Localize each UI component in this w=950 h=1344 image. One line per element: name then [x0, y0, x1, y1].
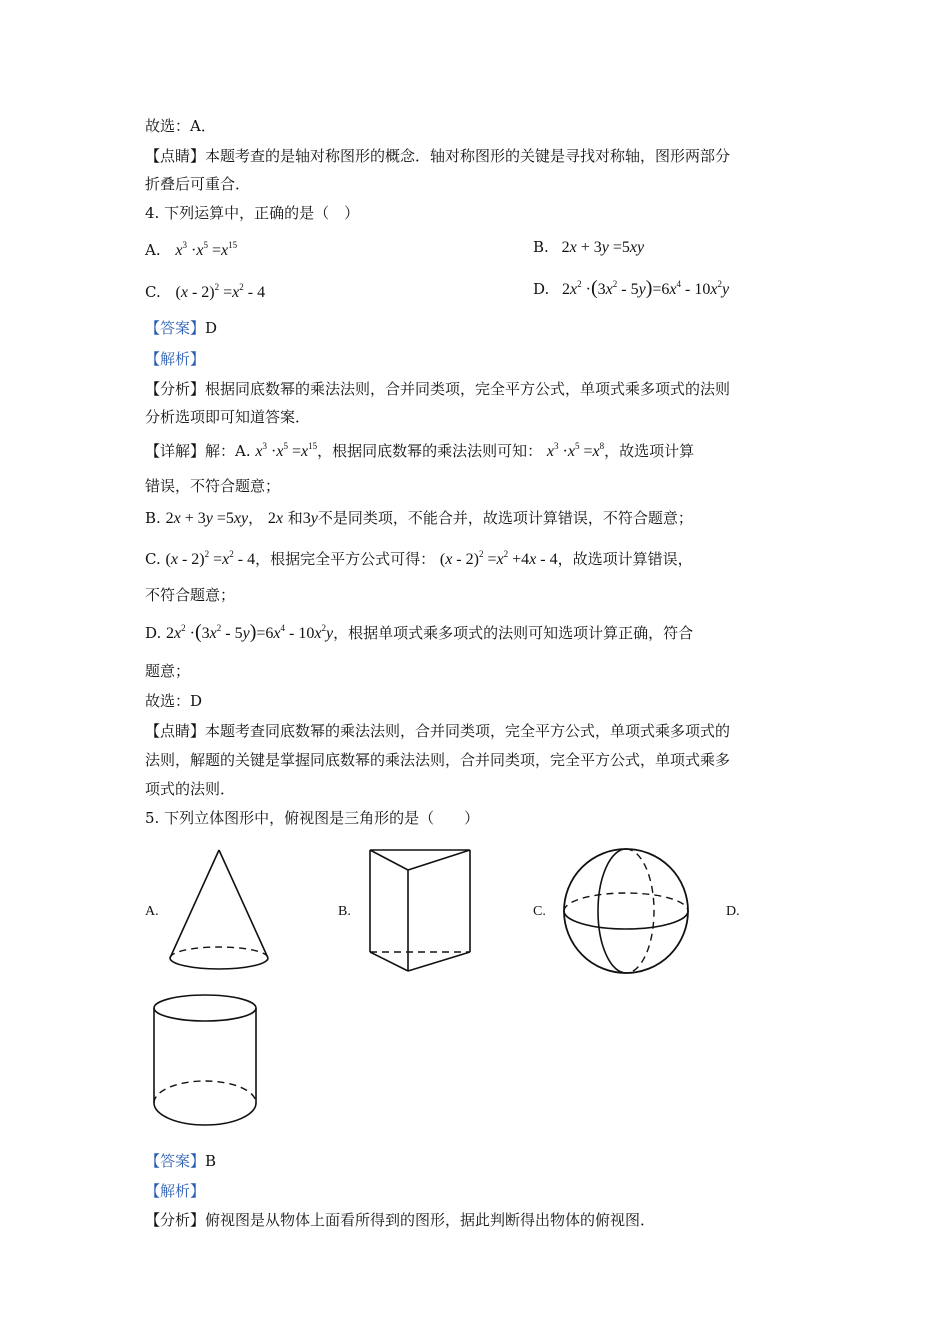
formula: $2x^2 \cdot(3x^2 - 5y)=6x^4 - 10x^2y$ [562, 277, 730, 299]
detail-text: ，根据单项式乘多项式的法则可知选项计算正确，符合 [333, 624, 694, 642]
formula: $x^3 \cdot x^5 =x^8$ [546, 441, 605, 460]
sphere-figure [560, 845, 695, 980]
q4-tip-2: 法则，解题的关键是掌握同底数幂的乘法法则，合并同类项，完全平方公式，单项式乘多 [145, 751, 731, 769]
detail-text: 不是同类项，不能合并，故选项计算错误，不符合题意； [317, 509, 693, 527]
q4-detail-c [145, 549, 693, 570]
tip-tag: 【点睛】 [145, 147, 206, 165]
q4-detail-d [145, 622, 693, 644]
q4-detail-b [145, 508, 693, 529]
formula: 2x + 3y =5xy [165, 510, 249, 527]
option-label: C. [145, 283, 161, 301]
detail-text: ，根据完全平方公式可得： [255, 550, 436, 568]
detail-text: D. [145, 624, 162, 642]
detail-text: ， [248, 509, 264, 527]
q5-stem: 5. 下列立体图形中，俯视图是三角形的是（ ） [145, 809, 480, 827]
fenxi-tag: 【分析】 [145, 1211, 206, 1229]
detail-text: 解：A. [205, 442, 251, 460]
q4-option-c [145, 282, 265, 303]
formula: 3y [302, 510, 318, 527]
tip-tag: 【点睛】 [145, 722, 206, 740]
q3-tip-line-1 [145, 146, 730, 166]
q5-label-d: D. [726, 904, 740, 919]
q4-tip-1 [145, 721, 730, 741]
q3-choose: 故选：A． [145, 117, 216, 135]
q4-option-d [533, 278, 729, 300]
detail-text: C. [145, 550, 161, 568]
q4-fenxi-2: 分析选项即可知道答案． [145, 408, 311, 426]
q5-label-b: B. [338, 904, 351, 919]
answer-value: D [205, 319, 218, 337]
q5-label-c: C. [533, 904, 546, 919]
answer-value: B [205, 1152, 217, 1170]
q4-tip-3: 项式的法则． [145, 780, 236, 798]
detail-text: ，根据同底数幂的乘法法则可知： [317, 442, 543, 460]
q4-stem: 4. 下列运算中，正确的是（ ） [145, 204, 360, 222]
option-label: B. [533, 238, 549, 256]
formula: $x^3 \cdot x^5 =x^{15}$ [255, 441, 318, 460]
detail-text: ，故选项计算 [604, 442, 695, 460]
q3-tip-line-2: 折叠后可重合． [145, 175, 251, 193]
fenxi-tag: 【分析】 [145, 380, 206, 398]
q4-detail-d-2: 题意； [145, 662, 191, 680]
q4-option-b [533, 237, 644, 258]
detail-tag: 【详解】 [145, 442, 206, 460]
q4-answer [145, 318, 217, 338]
formula: $(x - 2)^2 =x^2 - 4$ [165, 549, 256, 568]
formula: 2x + 3y =5xy [561, 239, 645, 256]
q4-option-a [145, 240, 237, 261]
answer-tag: 【答案】 [145, 319, 206, 337]
tip-text: 本题考查的是轴对称图形的概念．轴对称图形的关键是寻找对称轴，图形两部分 [205, 147, 731, 165]
q5-fenxi-1 [145, 1210, 655, 1230]
q4-detail-a [145, 441, 694, 462]
formula: $(x - 2)^2 =x^2 +4x - 4$ [439, 549, 558, 568]
q4-analysis-tag: 【解析】 [145, 350, 206, 368]
q4-detail-a-2: 错误，不符合题意； [145, 477, 281, 495]
q5-analysis-tag: 【解析】 [145, 1182, 206, 1200]
prism-figure [360, 840, 480, 980]
fenxi-text: 俯视图是从物体上面看所得到的图形，据此判断得出物体的俯视图． [205, 1211, 656, 1229]
cone-figure [160, 845, 280, 975]
tip-text: 本题考查同底数幂的乘法法则，合并同类项，完全平方公式，单项式乘多项式的 [205, 722, 731, 740]
q4-detail-c-2: 不符合题意； [145, 586, 236, 604]
detail-text: 和 [287, 509, 303, 527]
q5-label-a: A. [145, 904, 159, 919]
q5-answer [145, 1151, 216, 1171]
cylinder-figure [145, 990, 265, 1140]
answer-tag: 【答案】 [145, 1152, 206, 1170]
formula: $2x^2 \cdot(3x^2 - 5y)=6x^4 - 10x^2y$ [166, 621, 334, 643]
option-label: D. [533, 280, 550, 298]
detail-text: B. [145, 509, 161, 527]
formula: 2x [267, 510, 283, 527]
formula: $(x - 2)^2 =x^2 - 4$ [175, 282, 266, 301]
option-label: A. [145, 241, 161, 259]
formula: $x^3 \cdot x^5 =x^{15}$ [175, 240, 238, 259]
q4-fenxi-1 [145, 379, 730, 399]
q4-choose: 故选：D [145, 692, 203, 710]
detail-text: ，故选项计算错误， [557, 550, 693, 568]
fenxi-text: 根据同底数幂的乘法法则，合并同类项，完全平方公式，单项式乘多项式的法则 [205, 380, 731, 398]
